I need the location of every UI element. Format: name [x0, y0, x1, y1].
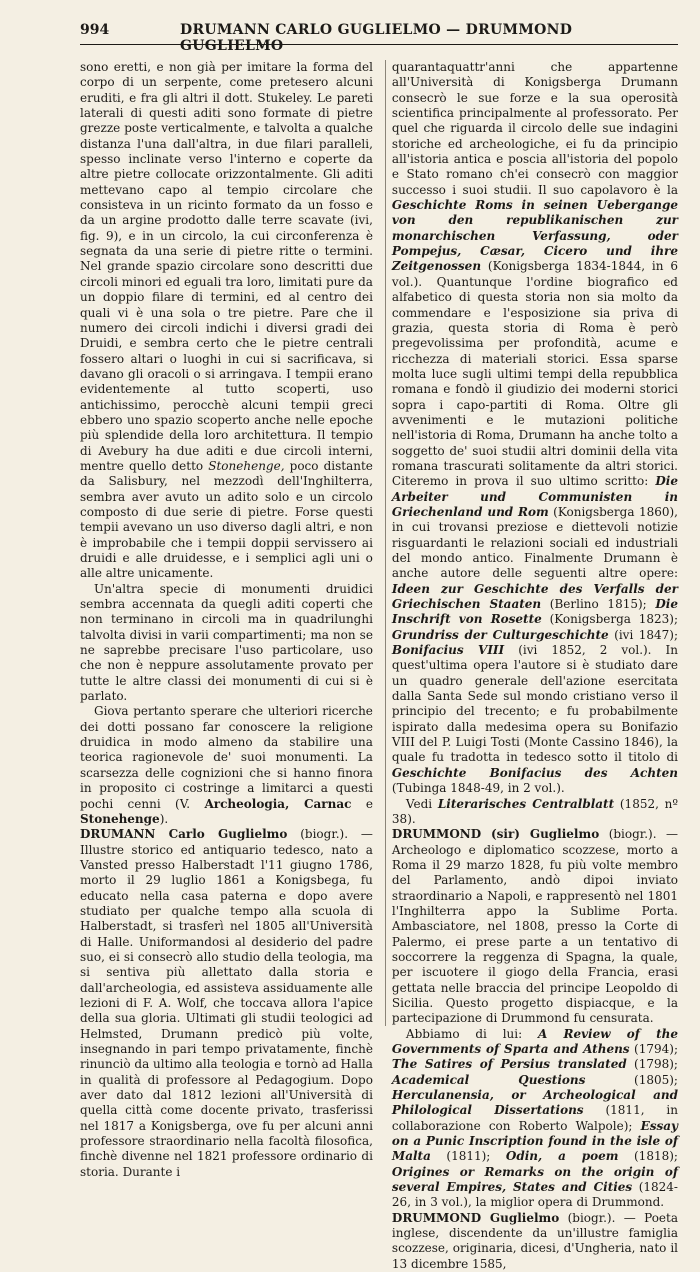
header-rule	[80, 44, 678, 45]
headword-drumann: DRUMANN Carlo Guglielmo	[80, 827, 288, 842]
book-title: Origines or Remarks on the origin of several Empires, States and Cities	[391, 1164, 678, 1195]
vedi-reference: Vedi Literarisches Centralblatt (1852, nº 38).	[391, 796, 678, 826]
book-title: Die Inschrift von Rosette	[391, 597, 678, 627]
right-column	[385, 60, 678, 1271]
headword-drummond-sir: DRUMMOND (sir) Guglielmo	[391, 827, 600, 842]
book-title: Die Arbeiter und Communisten in Griechenland und Rom	[391, 474, 678, 519]
left-column	[80, 60, 373, 1179]
drumann-continuation: quarantaquattr'anni che appartenne all'Università di Konigsberga Drumann consecrò le sue forze e la sua operosità scientifica principalmente al professorato. Per quel che riguarda il circolo delle sue indagini storiche ed archeologiche, ei fu da principio all'istoria antica e poscia all'istoria del popolo e Stato romano ch'ei consecrò con maggior successo i suoi studii. Il suo capolavoro è la Geschichte Roms in seinen Uebergange von den republikanischen zur monarchischen Verfassung, oder Pompejus, Cæsar, Cicero und ihre Zeitgenossen (Konigsberga 1834-1844, in 6 vol.). Quantunque l'ordine biografico ed alfabetico di questa storia non sia molto da commendare e l'esposizione sia priva di grazia, questa storia di Roma è però pregevolissima per profondità, acume e ricchezza di materiali storici. Essa sparse molta luce sugli ultimi tempi della repubblica romana e fondò il giudizio dei moderni storici sopra i capo-partiti di Roma. Oltre gli avvenimenti e le mutazioni politiche nell'istoria di Roma, Drumann ha anche tolto a soggetto de' suoi studii altri dominii della vita romana trascurati solitamente da altri storici. Citeremo in prova il suo ultimo scritto: Die Arbeiter und Communisten in Griechenland und Rom (Konigsberga 1860), in cui trovansi preziose e diettevoli notizie risguardanti le relazioni sociali ed industriali del mondo antico. Finalmente Drumann è anche autore delle seguenti altre opere: Ideen zur Geschichte des Verfalls der Griechischen Staaten (Berlino 1815); Die Inschrift von Rosette (Konigsberga 1823); Grundriss der Culturgeschichte (ivi 1847); Bonifacius VIII (ivi 1852, 2 vol.). In quest'ultima opera l'autore si è studiato dare un quadro generale dell'azione esercitata dalla Santa Sede sul mondo cristiano verso il principio del trecento; e fu probabilmente ispirato dalla medesima opera su Bonifazio VIII del P. Luigi Tosti (Monte Cassino 1846), la quale fu tradotta in tedesco sotto il titolo di Geschichte Bonifacius des Achten (Tubinga 1848-49, in 2 vol.).	[391, 60, 678, 796]
book-title: Geschichte Bonifacius des Achten	[391, 765, 678, 780]
book-title: Academical Questions	[391, 1072, 586, 1087]
book-title: Essay on a Punic Inscription found in the isle of Malta	[391, 1118, 678, 1164]
book-title: Bonifacius VIII	[391, 643, 505, 658]
cross-reference: Stonehenge	[80, 811, 160, 826]
conclusion-paragraph: Giova pertanto sperare che ulteriori ricerche dei dotti possano far conoscere la religione druidica in modo almeno da stabilire una teorica ragionevole de' suoi monumenti. La scarsezza delle cognizioni che si hanno finora in proposito ci costringe a limitarci a questi pochi cenni (V. Archeologia, Carnac e Stonehenge).	[80, 704, 373, 826]
text-columns	[80, 60, 678, 1271]
page-header	[80, 0, 678, 54]
book-title: Herculanensia, or Archeological and Philological Dissertations	[391, 1088, 678, 1118]
entry-drumann: DRUMANN Carlo Guglielmo (biogr.). — Illustre storico ed antiquario tedesco, nato a Vansted presso Halberstadt l'11 giugno 1786, morto il 29 luglio 1861 a Konigsbega, fu educato nella casa paterna e dopo avere studiato per qualche tempo alla scuola di Halberstadt, si trasferì nel 1805 all'Università di Halle. Uniformandosi al desiderio del padre suo, ei si consecrò allo studio della teologia, ma si sentiva più allettato dalla storia e dall'archeologia, ed assisteva assiduamente alle lezioni di F. A. Wolf, che toccava allora l'apice della sua gloria. Ultimati gli studii teologici ad Helmsted, Drumann predicò più volte, insegnando in pari tempo privatamente, finchè rinunciò da ultimo alla teologia e tornò ad Halla in qualità di professore al Pedagogium. Dopo aver dato dal 1812 lezioni all'Università di quella città come docente privato, trasferissi nel 1817 a Konigsberga, ove fu per alcuni anni professore straordinario nella facoltà filosofica, finchè divenne nel 1821 professore ordinario di storia. Durante i	[80, 827, 373, 1179]
journal-title: Literarisches Centralblatt	[437, 796, 615, 811]
book-title: Odin, a poem	[505, 1149, 619, 1164]
book-title: The Satires of Persius translated	[391, 1057, 627, 1072]
covered-passages-paragraph: Un'altra specie di monumenti druidici sembra accennata da quegli aditi coperti che non terminano in circoli ma in quadrilunghi talvolta divisi in varii compartimenti; ma non se ne saprebbe precisare l'uso particolare, uso che non è neppure assolutamente provato per tutte le altre classi dei monumenti di cui si è parlato.	[80, 581, 373, 704]
headword-drummond: DRUMMOND Guglielmo	[391, 1210, 560, 1225]
page-number: 994	[80, 22, 110, 38]
book-title: Geschichte Roms in seinen Uebergange von den republikanischen zur monarchischen Verfassung, oder Pompejus, Cæsar, Cicero und ihre Zeitgenossen	[391, 198, 678, 274]
drummond-works-paragraph: Abbiamo di lui: A Review of the Governments of Sparta and Athens (1794); The Satires of Persius translated (1798); Academical Questions (1805); Herculanensia, or Archeological and Philological Dissertations (1811, in collaborazione con Roberto Walpole); Essay on a Punic Inscription found in the isle of Malta (1811); Odin, a poem (1818); Origines or Remarks on the origin of several Empires, States and Cities (1824-26, in 3 vol.), la miglior opera di Drummond.	[391, 1026, 678, 1210]
druid-monuments-paragraph: sono eretti, e non già per imitare la forma del corpo di un serpente, come pretesero alcuni eruditi, e fra gli altri il dott. Stukeley. Le pareti laterali di questi aditi sono formate di pietre grezze poste verticalmente, e talvolta a qualche distanza l'una dall'altra, in due filari paralleli, spesso inclinate verso l'interno e coperte da altre pietre collocate orizzontalmente. Gli aditi mettevano capo al tempio circolare che consisteva in un ricinto formato da un fosso e da un argine prodotto dalle terre scavate (ivi, fig. 9), e in un circolo, la cui circonferenza è segnata da una serie di pietre ritte o termini. Nel grande spazio circolare sono descritti due circoli minori ed eguali tra loro, limitati pure da un doppio filare di termini, ed al centro dei quali vi è una sola o tre pietre. Pare che il numero dei circoli indichi i diversi gradi dei Druidi, e sembra certo che le pietre centrali fossero altari o luoghi in cui si sacrificava, si davano gli oracoli o si arringava. I tempii erano evidentemente al tutto scoperti, uso antichissimo, perocchè alcuni tempii greci ebbero uno spazio scoperto anche nelle epoche più splendide della loro architettura. Il tempio di Avebury ha due aditi e due circoli interni, mentre quello detto Stonehenge, poco distante da Salisbury, nel mezzodì dell'Inghilterra, sembra aver avuto un adito solo e un circolo composto di due serie di pietre. Forse questi tempii avevano un uso diverso dagli altri, e non è improbabile che i tempii doppii servissero ai druidi e alle druidesse, e i semplici agli uni o alle altre unicamente.	[80, 60, 373, 581]
book-title: Ideen zur Geschichte des Verfalls der Griechischen Staaten	[391, 581, 678, 612]
book-title: A Review of the Governments of Sparta and Athens	[391, 1026, 678, 1056]
stonehenge-term: Stonehenge,	[208, 458, 285, 473]
entry-drummond-sir: DRUMMOND (sir) Guglielmo (biogr.). — Archeologo e diplomatico scozzese, morto a Roma il 29 marzo 1828, fu più volte membro del Parlamento, andò dipoi inviato straordinario a Napoli, e rappresentò nel 1801 l'Inghilterra appo la Sublime Porta. Ambasciatore, nel 1808, presso la Corte di Palermo, ei prese parte a un tentativo di soccorrere la reggenza di Spagna, la quale, per iscuotere il giogo della Francia, erasi gettata nelle braccia del principe Leopoldo di Sicilia. Questo progetto dispiacque, e la partecipazione di Drummond fu censurata.	[391, 827, 678, 1026]
running-head: DRUMANN CARLO GUGLIELMO — DRUMMOND GUGLIELMO	[180, 22, 573, 54]
book-title: Grundriss der Culturgeschichte	[391, 627, 609, 642]
entry-drummond: DRUMMOND Guglielmo (biogr.). — Poeta inglese, discendente da un'illustre famiglia scozzese, originaria, dicesi, d'Ungheria, nato il 13 dicembre 1585,	[391, 1210, 678, 1271]
cross-reference: Archeologia, Carnac	[204, 796, 352, 811]
